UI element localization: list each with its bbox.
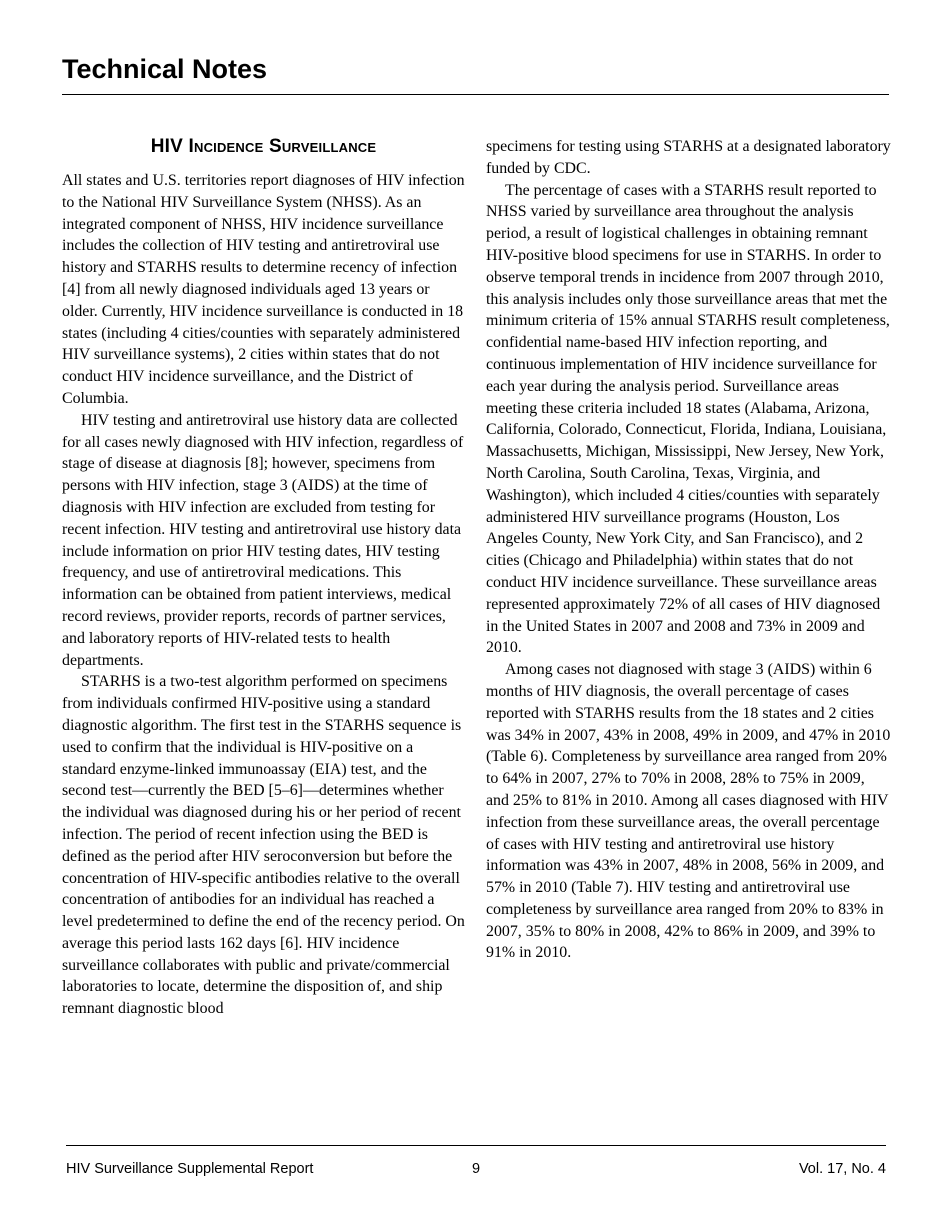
footer-publication-title: HIV Surveillance Supplemental Report xyxy=(66,1161,314,1177)
left-paragraph-3: STARHS is a two-test algorithm performed on specimens from individuals confirmed HIV-positive using a standard diagnostic algorithm. The first test in the STARHS sequence is used to confirm that the individual is HIV-positive on a standard enzyme-linked immunoassay (EIA) test, and the second test—currently the BED [5–6]—determines whether the individual was diagnosed during his or her period of recent infection. The period of recent infection using the BED is defined as the period after HIV seroconversion but before the concentration of HIV-specific antibodies relative to the overall concentration of antibodies for an individual has reached a level predetermined to define the end of the recency period. On average this period lasts 162 days [6]. HIV incidence surveillance collaborates with public and private/commercial laboratories to locate, determine the disposition of, and ship remnant diagnostic blood xyxy=(62,673,465,1018)
left-paragraph-2: HIV testing and antiretroviral use history data are collected for all cases newly diagnosed with HIV infection, regardless of stage of disease at diagnosis [8]; however, specimens from persons with HIV infection, stage 3 (AIDS) at the time of diagnosis with HIV infection are excluded from testing for recent infection. HIV testing and antiretroviral use history data include information on prior HIV testing dates, HIV testing frequency, and use of antiretroviral medications. This information can be obtained from patient interviews, medical record reviews, provider reports, records of partner services, and laboratory reports of HIV-related tests to health departments. xyxy=(62,411,464,669)
right-paragraph-1: specimens for testing using STARHS at a designated laboratory funded by CDC. xyxy=(486,138,891,177)
footer-page-number: 9 xyxy=(471,1161,481,1177)
footer-volume: Vol. 17, No. 4 xyxy=(798,1161,886,1177)
left-paragraph-1: All states and U.S. territories report diagnoses of HIV infection to the National HIV Surveillance System (NHSS). As an integrated component of NHSS, HIV incidence surveillance includes the collection of HIV testing and antiretroviral use history and STARHS results to determine recency of infection [4] from all newly diagnosed individuals aged 13 years or older. Currently, HIV incidence surveillance is conducted in 18 states (including 4 cities/counties with separately administered HIV surveillance systems), 2 cities within states that do not conduct HIV incidence surveillance, and the District of Columbia. xyxy=(62,172,465,407)
right-paragraph-3: Among cases not diagnosed with stage 3 (AIDS) within 6 months of HIV diagnosis, the overall percentage of cases reported with STARHS results from the 18 states and 2 cities was 34% in 2007, 43% in 2008, 49% in 2009, and 47% in 2010 (Table 6). Completeness by surveillance area ranged from 20% to 64% in 2007, 27% to 70% in 2008, 28% to 75% in 2009, and 25% to 81% in 2010. Among all cases diagnosed with HIV infection from these surveillance areas, the overall percentage of cases with HIV testing and antiretroviral use history information was 43% in 2007, 48% in 2008, 56% in 2009, and 57% in 2010 (Table 7). HIV testing and antiretroviral use completeness by surveillance area ranged from 20% to 83% in 2007, 35% to 80% in 2008, 42% to 86% in 2009, and 39% to 91% in 2010. xyxy=(486,661,891,962)
right-paragraph-2: The percentage of cases with a STARHS result reported to NHSS varied by surveillance area throughout the analysis period, a result of logistical challenges in obtaining remnant HIV-positive blood specimens for use in STARHS. In order to observe temporal trends in incidence from 2007 through 2010, this analysis includes only those surveillance areas that met the minimum criteria of 15% annual STARHS result completeness, confidential name-based HIV infection reporting, and continuous implementation of HIV incidence surveillance for each year during the analysis period. Surveillance areas meeting these criteria included 18 states (Alabama, Arizona, California, Colorado, Connecticut, Florida, Indiana, Louisiana, Massachusetts, Michigan, Mississippi, New Jersey, New York, North Carolina, South Carolina, Texas, Virginia, and Washington), which included 4 cities/counties with separately administered HIV surveillance programs (Houston, Los Angeles County, New York City, and San Francisco), and 2 cities (Chicago and Philadelphia) within states that do not conduct HIV incidence surveillance. These surveillance areas represented approximately 72% of all cases of HIV diagnosed in the United States in 2007 and 2008 and 73% in 2009 and 2010. xyxy=(486,181,890,657)
footer-divider xyxy=(66,1145,886,1146)
page-title: Technical Notes xyxy=(62,54,268,84)
page-header xyxy=(62,52,889,86)
right-column xyxy=(486,136,891,964)
left-column xyxy=(62,134,465,1020)
header-divider xyxy=(62,94,889,95)
section-heading: HIV Incidence Surveillance xyxy=(150,136,377,157)
